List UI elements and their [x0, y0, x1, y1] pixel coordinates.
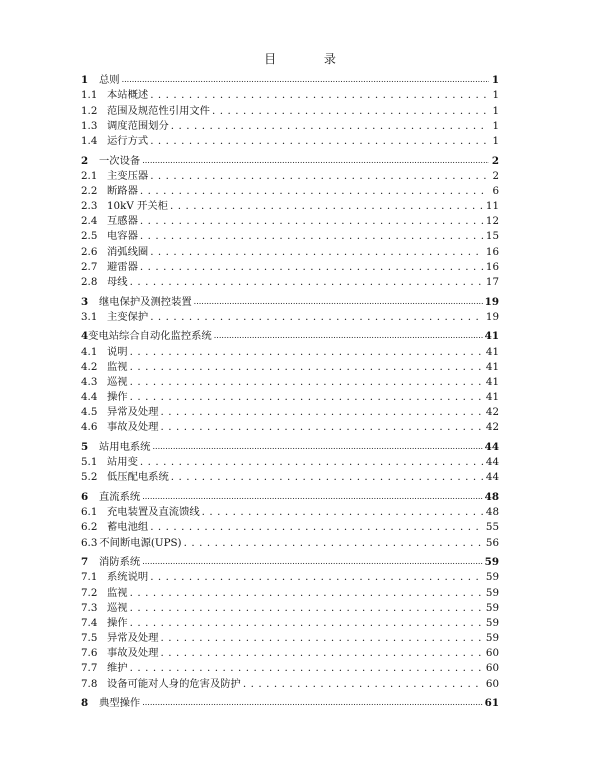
toc-chapter-row[interactable]	[81, 554, 499, 569]
toc-entry-number: 4.5	[81, 406, 98, 419]
toc-leader-dots	[150, 134, 489, 148]
toc-leader-dots	[130, 616, 484, 630]
toc-leader-dots	[142, 555, 482, 569]
toc-section-row[interactable]	[81, 374, 499, 389]
toc-leader-dots	[160, 405, 483, 419]
toc-entry-number: 2	[81, 154, 89, 167]
toc-entry-label: 低压配电系统	[107, 471, 169, 484]
toc-entry-label: 事故及处理	[107, 647, 159, 660]
toc-entry-label: 变电站综合自动化监控系统	[88, 330, 212, 343]
toc-entry-page: 41	[485, 375, 499, 388]
toc-entry-label: 消弧线圈	[107, 245, 149, 258]
toc-entry-page: 6	[492, 184, 499, 197]
toc-entry-number: 2.3	[81, 200, 98, 213]
toc-entry-number: 3	[81, 295, 89, 308]
toc-entry-number: 1.1	[81, 89, 98, 102]
toc-entry-number: 5.2	[81, 471, 98, 484]
toc-entry-number: 2.7	[81, 260, 98, 273]
toc-entry-page: 1	[492, 119, 499, 132]
toc-entry-page: 61	[484, 697, 499, 710]
toc-entry-number: 1.4	[81, 134, 98, 147]
toc-entry-page: 1	[492, 134, 499, 147]
toc-chapter-row[interactable]	[81, 293, 499, 308]
toc-leader-dots	[202, 505, 484, 519]
toc-entry-label: 蓄电池组	[107, 521, 149, 534]
toc-section-row[interactable]	[81, 675, 499, 690]
toc-entry-number: 5.1	[81, 456, 98, 469]
toc-leader-dots	[130, 275, 484, 289]
toc-entry-page: 59	[485, 586, 499, 599]
toc-section-row[interactable]	[81, 118, 499, 133]
toc-entry-label: 典型操作	[99, 697, 141, 710]
toc-leader-dots	[140, 455, 484, 469]
toc-entry-number: 7.2	[81, 586, 98, 599]
toc-leader-dots	[122, 73, 489, 87]
toc-entry-number: 1	[81, 74, 89, 87]
toc-entry-number: 4.2	[81, 360, 98, 373]
toc-entry-page: 15	[485, 230, 499, 243]
toc-section-row[interactable]	[81, 213, 499, 228]
toc-leader-dots	[130, 601, 484, 615]
toc-entry-number: 1.2	[81, 104, 98, 117]
toc-entry-label: 10kV 开关柜	[107, 200, 168, 213]
toc-entry-page: 59	[485, 601, 499, 614]
toc-entry-label: 不间断电源(UPS)	[99, 536, 182, 549]
toc-section-row[interactable]	[81, 87, 499, 102]
toc-leader-dots	[184, 536, 484, 550]
toc-leader-dots	[170, 199, 484, 213]
toc-entry-label: 调度范围划分	[107, 119, 169, 132]
toc-entry-number: 2.4	[81, 215, 98, 228]
toc-entry-page: 1	[491, 74, 499, 87]
toc-entry-page: 19	[484, 295, 499, 308]
toc-entry-page: 1	[492, 89, 499, 102]
toc-entry-page: 56	[485, 536, 499, 549]
toc-entry-number: 7.6	[81, 647, 98, 660]
toc-entry-label: 母线	[107, 276, 128, 289]
toc-entry-number: 2.5	[81, 230, 98, 243]
toc-leader-dots	[160, 631, 483, 645]
toc-entry-label: 设备可能对人身的危害及防护	[107, 677, 241, 690]
toc-leader-dots	[142, 696, 482, 710]
toc-entry-label: 监视	[107, 360, 128, 373]
toc-leader-dots	[140, 229, 484, 243]
toc-section-row[interactable]	[81, 419, 499, 434]
toc-entry-page: 41	[484, 330, 499, 343]
toc-entry-page: 1	[492, 104, 499, 117]
toc-entry-label: 互感器	[107, 215, 138, 228]
toc-section-row[interactable]	[81, 569, 499, 584]
toc-entry-number: 7.8	[81, 677, 98, 690]
toc-leader-dots	[171, 470, 484, 484]
toc-leader-dots	[212, 104, 489, 118]
toc-leader-dots	[130, 375, 484, 389]
toc-entry-page: 48	[484, 491, 499, 504]
toc-entry-number: 6.3	[81, 536, 98, 549]
toc-chapter-row[interactable]	[81, 695, 499, 710]
toc-section-row[interactable]	[81, 389, 499, 404]
toc-entry-label: 充电装置及直流馈线	[107, 506, 200, 519]
toc-entry-label: 站用变	[107, 456, 138, 469]
toc-entry-page: 41	[485, 391, 499, 404]
toc-leader-dots	[140, 260, 484, 274]
toc-entry-label: 监视	[107, 586, 128, 599]
toc-entry-page: 60	[485, 677, 499, 690]
toc-entry-page: 44	[484, 441, 499, 454]
toc-entry-page: 16	[485, 245, 499, 258]
toc-entry-label: 巡视	[107, 375, 128, 388]
toc-chapter-row[interactable]	[81, 489, 499, 504]
toc-section-row[interactable]	[81, 615, 499, 630]
toc-leader-dots	[160, 420, 483, 434]
toc-entry-page: 41	[485, 360, 499, 373]
toc-entry-number: 4.6	[81, 421, 98, 434]
toc-entry-label: 主变保护	[107, 310, 149, 323]
toc-entry-number: 8	[81, 697, 89, 710]
toc-entry-label: 直流系统	[99, 491, 141, 504]
toc-leader-dots	[150, 570, 484, 584]
toc-entry-number: 7	[81, 556, 89, 569]
toc-entry-page: 42	[485, 406, 499, 419]
toc-chapter-row[interactable]	[81, 328, 499, 343]
toc-entry-page: 11	[485, 200, 499, 213]
toc-leader-dots	[194, 295, 483, 309]
toc-entry-page: 60	[485, 662, 499, 675]
toc-entry-label: 范围及规范性引用文件	[107, 104, 210, 117]
toc-entry-page: 59	[484, 556, 499, 569]
toc-entry-label: 异常及处理	[107, 632, 159, 645]
toc-section-row[interactable]	[81, 519, 499, 534]
toc-leader-dots	[140, 184, 489, 198]
toc-section-row[interactable]	[81, 469, 499, 484]
toc-leader-dots	[243, 677, 484, 691]
toc-section-row[interactable]	[81, 534, 499, 549]
toc-entry-label: 巡视	[107, 601, 128, 614]
toc-entry-page: 59	[485, 616, 499, 629]
toc-section-row[interactable]	[81, 274, 499, 289]
toc-entry-label: 操作	[107, 616, 128, 629]
toc-leader-dots	[130, 661, 484, 675]
toc-entry-page: 59	[485, 571, 499, 584]
toc-section-row[interactable]	[81, 504, 499, 519]
toc-leader-dots	[140, 214, 484, 228]
toc-section-row[interactable]	[81, 133, 499, 148]
toc-entry-label: 断路器	[107, 184, 138, 197]
toc-entry-page: 19	[485, 310, 499, 323]
toc-section-row[interactable]	[81, 584, 499, 599]
toc-section-row[interactable]	[81, 259, 499, 274]
toc-entry-number: 1.3	[81, 119, 98, 132]
toc-leader-dots	[160, 646, 483, 660]
toc-entry-number: 2.8	[81, 276, 98, 289]
toc-entry-number: 6.2	[81, 521, 98, 534]
toc-entry-number: 4.3	[81, 375, 98, 388]
toc-section-row[interactable]	[81, 630, 499, 645]
toc-section-row[interactable]	[81, 309, 499, 324]
toc-entry-number: 2.6	[81, 245, 98, 258]
toc-entry-page: 59	[485, 632, 499, 645]
toc-entry-label: 站用电系统	[99, 441, 151, 454]
toc-entry-page: 16	[485, 260, 499, 273]
toc-entry-page: 2	[492, 169, 499, 182]
toc-entry-page: 41	[485, 345, 499, 358]
toc-title: 目 录	[264, 52, 358, 66]
toc-leader-dots	[130, 345, 484, 359]
toc-entry-number: 7.4	[81, 616, 98, 629]
toc-entry-label: 消防系统	[99, 556, 141, 569]
toc-entry-number: 4.1	[81, 345, 98, 358]
toc-leader-dots	[150, 310, 484, 324]
toc-entry-label: 避雷器	[107, 260, 138, 273]
toc-entry-page: 44	[485, 471, 499, 484]
toc-entry-label: 电容器	[107, 230, 138, 243]
toc-entry-label: 运行方式	[107, 134, 149, 147]
toc-section-row[interactable]	[81, 243, 499, 258]
toc-entry-page: 2	[491, 154, 499, 167]
toc-entry-page: 55	[485, 521, 499, 534]
toc-leader-dots	[152, 440, 482, 454]
toc-entry-page: 17	[485, 276, 499, 289]
toc-entry-label: 事故及处理	[107, 421, 159, 434]
toc-entry-number: 2.2	[81, 184, 98, 197]
toc-entry-label: 维护	[107, 662, 128, 675]
toc-entry-label: 系统说明	[107, 571, 149, 584]
toc-section-row[interactable]	[81, 404, 499, 419]
toc-section-row[interactable]	[81, 183, 499, 198]
toc-entry-number: 7.3	[81, 601, 98, 614]
toc-entry-number: 5	[81, 441, 89, 454]
toc-entry-label: 主变压器	[107, 169, 149, 182]
toc-entry-label: 一次设备	[99, 154, 141, 167]
toc-entry-label: 操作	[107, 391, 128, 404]
toc-section-row[interactable]	[81, 600, 499, 615]
toc-entry-label: 本站概述	[107, 89, 149, 102]
toc-section-row[interactable]	[81, 359, 499, 374]
toc-leader-dots	[171, 119, 489, 133]
toc-entry-number: 7.7	[81, 662, 98, 675]
toc-entry-page: 12	[485, 215, 499, 228]
toc-entry-number: 4	[81, 330, 89, 343]
toc-leader-dots	[130, 360, 484, 374]
toc-entry-page: 44	[485, 456, 499, 469]
toc-entry-number: 6.1	[81, 506, 98, 519]
table-of-contents	[81, 72, 499, 710]
toc-section-row[interactable]	[81, 660, 499, 675]
toc-leader-dots	[142, 154, 489, 168]
toc-entry-page: 42	[485, 421, 499, 434]
toc-leader-dots	[150, 88, 489, 102]
toc-entry-number: 7.5	[81, 632, 98, 645]
toc-entry-label: 说明	[107, 345, 128, 358]
toc-chapter-row[interactable]	[81, 439, 499, 454]
toc-section-row[interactable]	[81, 228, 499, 243]
toc-entry-page: 60	[485, 647, 499, 660]
toc-entry-number: 6	[81, 491, 89, 504]
toc-leader-dots	[130, 586, 484, 600]
toc-leader-dots	[150, 169, 489, 183]
toc-entry-label: 异常及处理	[107, 406, 159, 419]
toc-section-row[interactable]	[81, 343, 499, 358]
toc-entry-number: 2.1	[81, 169, 98, 182]
toc-entry-number: 7.1	[81, 571, 98, 584]
toc-leader-dots	[214, 329, 483, 343]
toc-section-row[interactable]	[81, 168, 499, 183]
toc-entry-label: 继电保护及测控装置	[99, 295, 192, 308]
toc-entry-label: 总则	[99, 74, 120, 87]
toc-section-row[interactable]	[81, 454, 499, 469]
toc-chapter-row[interactable]	[81, 152, 499, 167]
toc-entry-number: 3.1	[81, 310, 98, 323]
toc-leader-dots	[150, 520, 484, 534]
toc-entry-number: 4.4	[81, 391, 98, 404]
toc-entry-page: 48	[485, 506, 499, 519]
toc-chapter-row[interactable]	[81, 72, 499, 87]
toc-leader-dots	[150, 245, 484, 259]
toc-section-row[interactable]	[81, 102, 499, 117]
toc-section-row[interactable]	[81, 645, 499, 660]
toc-leader-dots	[130, 390, 484, 404]
toc-section-row[interactable]	[81, 198, 499, 213]
toc-leader-dots	[142, 490, 482, 504]
